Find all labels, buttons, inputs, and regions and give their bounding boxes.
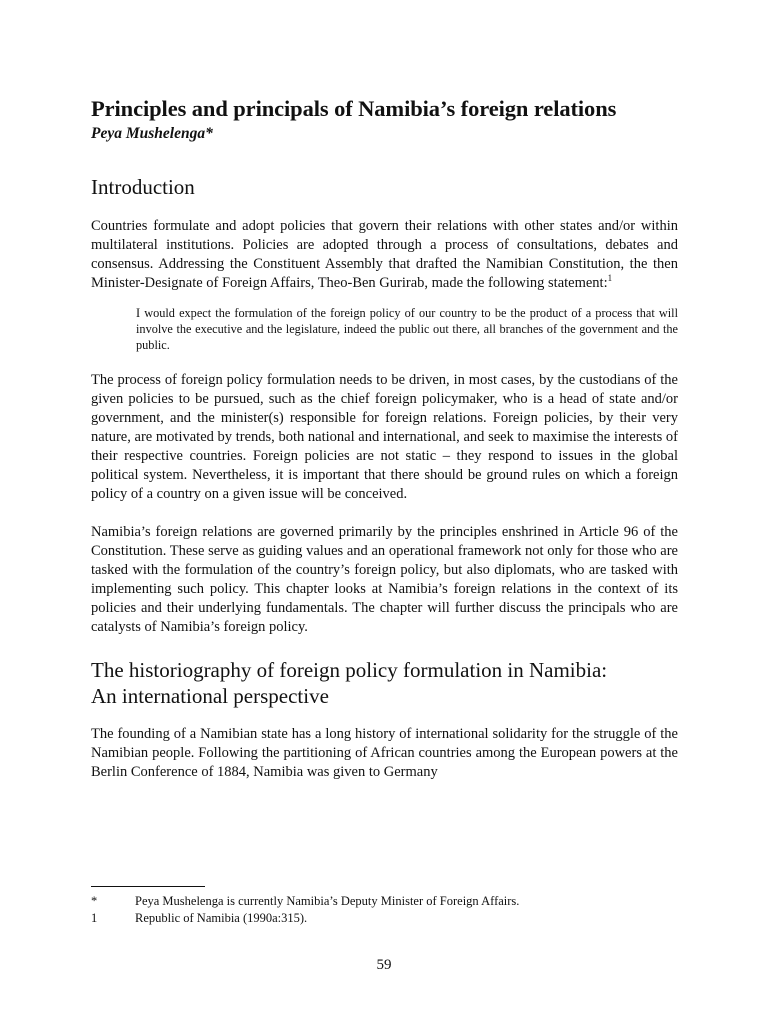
footnote-ref-1: 1 bbox=[607, 273, 613, 284]
section-heading-historiography bbox=[91, 657, 678, 709]
author-name: Peya Mushelenga* bbox=[91, 125, 213, 142]
footnote-item bbox=[91, 910, 678, 927]
footnote-divider bbox=[91, 886, 205, 887]
chapter-title: Principles and principals of Namibia’s foreign relations bbox=[91, 96, 617, 121]
intro-paragraph-1 bbox=[91, 217, 678, 293]
page-number: 59 bbox=[376, 957, 392, 973]
footnote-item bbox=[91, 893, 678, 910]
intro-paragraph-2: The process of foreign policy formulation needs to be driven, in most cases, by the custodians of the given policies to be pursued, such as the chief foreign policymaker, who is a head of state and/or government, and the minister(s) responsible for foreign relations. Foreign policies, by their very nature, are motivated by trends, both national and international, and seek to maximise the interests of their respective countries. Foreign policies are not static – they respond to issues in the global political system. Nevertheless, it is important that there should be ground rules on which a foreign policy of a country on a given issue will be conceived. bbox=[91, 372, 678, 502]
footnote-text: Republic of Namibia (1990a:315). bbox=[135, 911, 308, 925]
footnote-text: Peya Mushelenga is currently Namibia’s Deputy Minister of Foreign Affairs. bbox=[135, 894, 520, 908]
historiography-paragraph-1: The founding of a Namibian state has a long history of international solidarity for the struggle of the Namibian people. Following the partitioning of African countries among the European powers at the Berlin Conference of 1884, Namibia was given to Germany bbox=[91, 726, 678, 780]
footnote-mark: 1 bbox=[91, 911, 98, 925]
section-heading-historiography-line1: The historiography of foreign policy formulation in Namibia: bbox=[91, 658, 608, 682]
footnote-mark: * bbox=[91, 894, 98, 908]
footnotes bbox=[91, 893, 678, 927]
section-heading-introduction: Introduction bbox=[91, 175, 195, 199]
block-quote: I would expect the formulation of the foreign policy of our country to be the product of a process that will involve the executive and the legislature, indeed the public out there, all branches of the government and the public. bbox=[136, 306, 678, 352]
page-body bbox=[91, 94, 678, 782]
intro-paragraph-1-text: Countries formulate and adopt policies that govern their relations with other states and/or within multilateral institutions. Policies are adopted through a process of consultations, debates and consensus. Addressing the Constituent Assembly that drafted the Namibian Constitution, the then Minister-Designate of Foreign Affairs, Theo-Ben Gurirab, made the following statement: bbox=[91, 218, 678, 291]
intro-paragraph-3: Namibia’s foreign relations are governed primarily by the principles enshrined in Article 96 of the Constitution. These serve as guiding values and an operational framework not only for those who are tasked with the formulation of the country’s foreign policy, but also diplomats, who are tasked with implementing such policy. This chapter looks at Namibia’s foreign relations in the context of its policies and their underlying fundamentals. The chapter will further discuss the principals who are catalysts of Namibia’s foreign policy. bbox=[91, 524, 678, 635]
section-heading-historiography-line2: An international perspective bbox=[91, 684, 329, 708]
